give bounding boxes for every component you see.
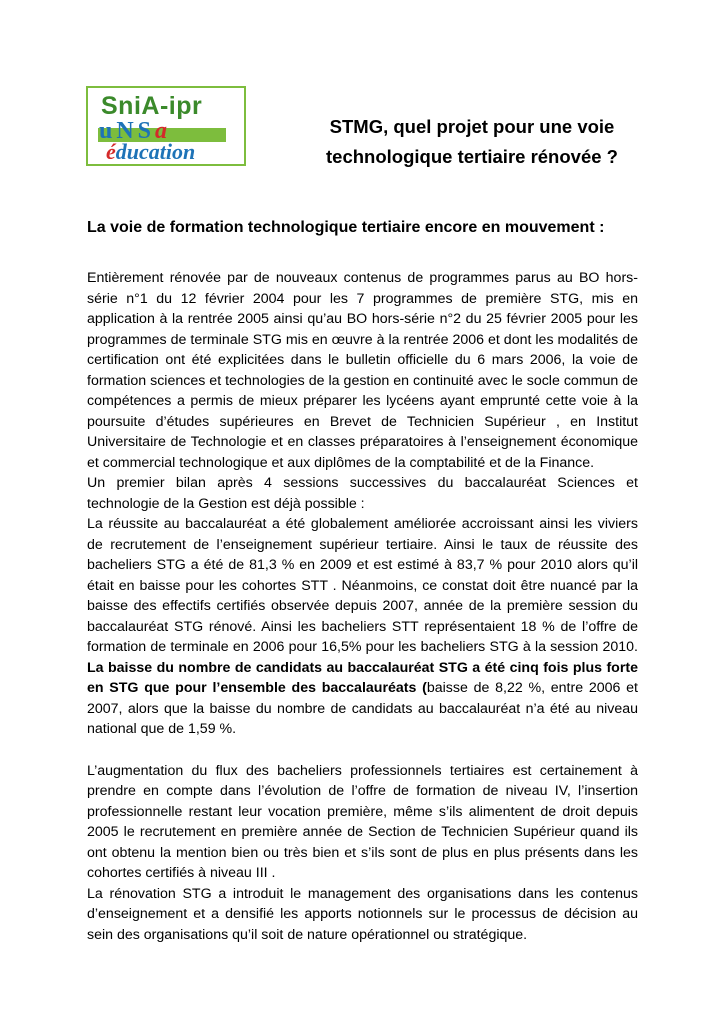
snia-unsa-logo (86, 86, 246, 166)
paragraph-3-end: baisse de 8,22 %, entre 2006 et 2007, alors que la baisse du nombre de candidats au baccalauréat n’a été au niveau national que de 1,59 %. (87, 680, 638, 737)
paragraph-3-start: La réussite au baccalauréat a été globalement améliorée accroissant ainsi les viviers de recrutement de l’enseignement supérieur tertiaire. Ainsi le taux de réussite des bacheliers STG a été de 81,3 % en 2009 et est estimé à 83,7 % pour 2010 alors qu’il était en baisse pour les cohortes STT . Néanmoins, ce constat doit être nuancé par la baisse des effectifs certifiés observée depuis 2007, année de la première session du baccalauréat STG rénové. Ainsi les bacheliers STT représentaient 18 % de l’offre de formation de terminale en 2006 pour 16,5% pour les bacheliers STG à la session 2010. (87, 516, 638, 655)
logo-line-2-text: uNS (99, 118, 156, 144)
paragraph-5: La rénovation STG a introduit le management des organisations dans les contenus d’enseignement et a densifié les apports notionnels sur le processus de décision au sein des organisations qu’il soit de nature opérationnel ou stratégique. (87, 885, 638, 943)
paragraph-4: L’augmentation du flux des bacheliers professionnels tertiaires est certainement à prendre en compte dans l’évolution de l’offre de formation de niveau IV, l’insertion professionnelle restant leur vocation première, même s’ils alimentent de droit depuis 2005 le recrutement en première année de Section de Technicien Supérieur quand ils ont obtenu la mention bien ou très bien et s’ils sont de plus en plus présents dans les cohortes certifiés à niveau III . (87, 762, 638, 881)
section-heading: La voie de formation technologique tertiaire encore en mouvement : (87, 219, 605, 236)
paragraph-3 (87, 514, 638, 740)
document-title: STMG, quel projet pour une voie technologique tertiaire rénovée ? (326, 116, 618, 167)
paragraph-gap (87, 740, 638, 761)
paragraph-1: Entièrement rénovée par de nouveaux contenus de programmes parus au BO hors-série n°1 du 12 février 2004 pour les 7 programmes de première STG, mis en application à la rentrée 2005 ainsi qu’au BO hors-série n°2 du 25 février 2005 pour les programmes de terminale STG mis en œuvre à la rentrée 2006 et dont les modalités de certification ont été explicitées dans le bulletin officielle du 6 mars 2006, la voie de formation sciences et technologies de la gestion en continuité avec le socle commun de compétences a permis de mieux préparer les lycéens ayant emprunté cette voie à la poursuite d’études supérieures en Brevet de Technicien Supérieur , en Institut Universitaire de Technologie et en classes préparatoires à l’enseignement économique et commercial technologique et aux diplômes de la comptabilité et de la Finance. (87, 270, 638, 471)
paragraph-2: Un premier bilan après 4 sessions successives du baccalauréat Sciences et technologie de la Gestion est déjà possible : (87, 475, 638, 512)
logo-line-3 (106, 140, 195, 164)
document-body (87, 268, 638, 945)
logo-line-1: SniA-ipr (101, 92, 203, 120)
logo-line-2-accent: a (155, 118, 172, 144)
logo-line-3-accent: é (106, 139, 116, 164)
paragraph-3-bold: La baisse du nombre de candidats au baccalauréat STG a été cinq fois plus forte en STG que pour l’ensemble des baccalauréats ( (87, 659, 638, 696)
logo-line-3-text: ducation (115, 139, 196, 164)
